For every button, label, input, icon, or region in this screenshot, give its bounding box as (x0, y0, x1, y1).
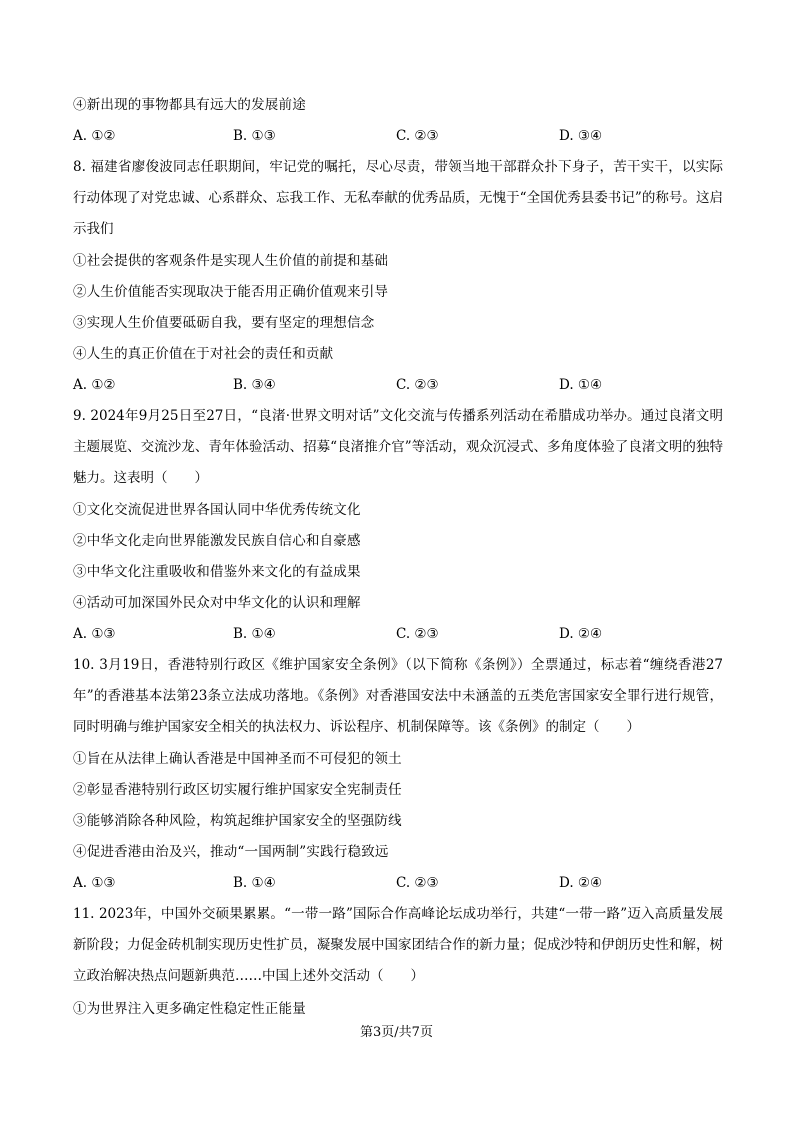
q9-option-c: C. ②③ (396, 626, 439, 642)
q7-options (73, 126, 733, 146)
q9-option-d: D. ②④ (559, 626, 603, 642)
q8-option-d: D. ①④ (559, 377, 603, 393)
q11-stem: 11. 2023年，中国外交硕果累累。“一带一路”国际合作高峰论坛成功举行，共建“一带一路”迈入高质量发展新阶段；力促金砖机制实现历史性扩员，凝聚发展中国家团结合作的新力量；促成沙特和伊朗历史性和解，树立政治解决热点问题新典范……中国上述外交活动（ ） (73, 906, 723, 984)
q8-item-4: ④人生的真正价值在于对社会的责任和贡献 (73, 346, 334, 362)
q10-option-b: B. ①④ (233, 875, 276, 891)
q9-options (73, 624, 733, 644)
q10-option-d: D. ②④ (559, 875, 603, 891)
q8-stem: 8. 福建省廖俊波同志任职期间，牢记党的嘱托，尽心尽责，带领当地干部群众扑下身子，苦干实干，以实际行动体现了对党忠诚、心系群众、忘我工作、无私奉献的优秀品质，无愧于“全国优秀县委书记”的称号。这启示我们 (73, 159, 723, 237)
q10-stem: 10. 3月19日，香港特别行政区《维护国家安全条例》（以下简称《条例》）全票通过，标志着“缠绕香港27年”的香港基本法第23条立法成功落地。《条例》对香港国安法中未涵盖的五类危害国家安全罪行进行规管，同时明确与维护国家安全相关的执法权力、诉讼程序、机制保障等。该《条例》的制定（ ） (73, 657, 723, 735)
q7-option-b: B. ①③ (233, 128, 276, 144)
q9-option-a: A. ①③ (73, 626, 116, 642)
q10-option-a: A. ①③ (73, 875, 116, 891)
q10-item-1: ①旨在从法律上确认香港是中国神圣而不可侵犯的领土 (73, 751, 402, 767)
q8-option-a: A. ①② (73, 377, 116, 393)
q9-item-3: ③中华文化注重吸收和借鉴外来文化的有益成果 (73, 564, 361, 580)
q9-item-1: ①文化交流促进世界各国认同中华优秀传统文化 (73, 502, 361, 518)
q11-item-1: ①为世界注入更多确定性稳定性正能量 (73, 1001, 306, 1017)
q9-option-b: B. ①④ (233, 626, 276, 642)
q10-options (73, 873, 733, 893)
q8-options (73, 375, 733, 395)
q8-option-c: C. ②③ (396, 377, 439, 393)
q8-item-3: ③实现人生价值要砥砺自我，要有坚定的理想信念 (73, 315, 375, 331)
q10-item-4: ④促进香港由治及兴，推动“一国两制”实践行稳致远 (73, 844, 389, 860)
q7-option-d: D. ③④ (559, 128, 603, 144)
page-number: 第3页/共7页 (360, 1025, 433, 1040)
q10-option-c: C. ②③ (396, 875, 439, 891)
q7-option-c: C. ②③ (396, 128, 439, 144)
q8-option-b: B. ③④ (233, 377, 276, 393)
q7-item-4: ④新出现的事物都具有远大的发展前途 (73, 97, 306, 113)
q9-item-4: ④活动可加深国外民众对中华文化的认识和理解 (73, 595, 361, 611)
q7-option-a: A. ①② (73, 128, 116, 144)
q9-item-2: ②中华文化走向世界能激发民族自信心和自豪感 (73, 533, 361, 549)
q9-stem: 9. 2024年9月25日至27日，“良渚·世界文明对话”文化交流与传播系列活动在希腊成功举办。通过良渚文明主题展览、交流沙龙、青年体验活动、招募“良渚推介官”等活动，观众沉浸式、多角度体验了良渚文明的独特魅力。这表明（ ） (73, 408, 723, 486)
q8-item-1: ①社会提供的客观条件是实现人生价值的前提和基础 (73, 253, 389, 269)
q10-item-2: ②彰显香港特别行政区切实履行维护国家安全宪制责任 (73, 782, 402, 798)
q10-item-3: ③能够消除各种风险，构筑起维护国家安全的坚强防线 (73, 813, 402, 829)
q8-item-2: ②人生价值能否实现取决于能否用正确价值观来引导 (73, 284, 389, 300)
